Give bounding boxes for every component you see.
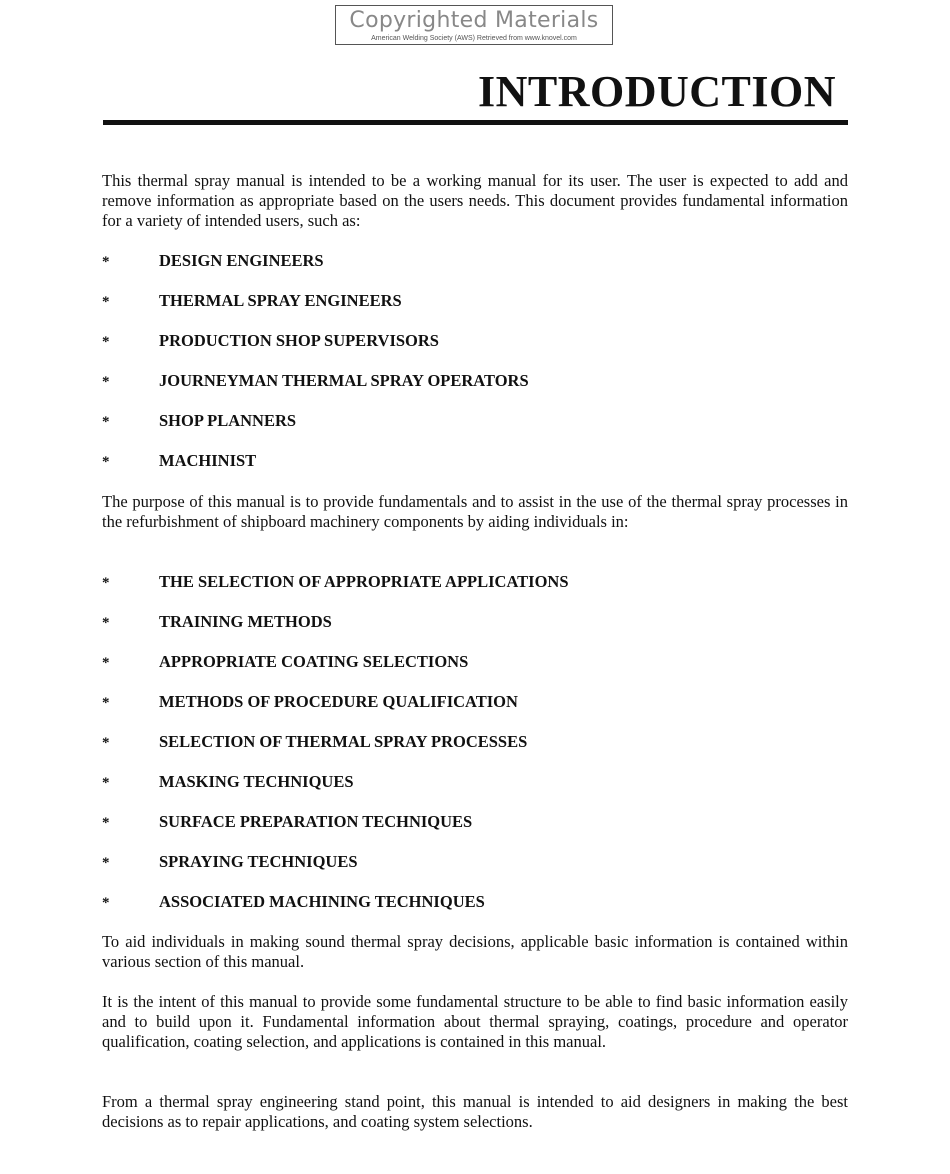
list-item <box>102 852 848 892</box>
bullet-star-icon: * <box>102 254 110 270</box>
bullet-star-icon: * <box>102 775 110 791</box>
bullet-star-icon: * <box>102 334 110 350</box>
list-item-text: PRODUCTION SHOP SUPERVISORS <box>159 331 439 350</box>
list-item-text: THERMAL SPRAY ENGINEERS <box>159 291 402 310</box>
bullet-star-icon: * <box>102 615 110 631</box>
list-item <box>102 692 848 732</box>
list-item <box>102 291 848 331</box>
list-item <box>102 251 848 291</box>
list-item <box>102 572 848 612</box>
list-item <box>102 772 848 812</box>
bullet-star-icon: * <box>102 414 110 430</box>
list-item <box>102 732 848 772</box>
list-item <box>102 451 848 491</box>
list-item-text: ASSOCIATED MACHINING TECHNIQUES <box>159 892 485 911</box>
list-item-text: MACHINIST <box>159 451 257 470</box>
bullet-star-icon: * <box>102 695 110 711</box>
list-item <box>102 612 848 652</box>
bullet-star-icon: * <box>102 855 110 871</box>
decisions-paragraph: To aid individuals in making sound thermal spray decisions, applicable basic information is contained within various section of this manual. <box>102 932 848 971</box>
intro-paragraph: This thermal spray manual is intended to be a working manual for its user. The user is expected to add and remove information as appropriate based on the users needs. This document provides fundamental information for a variety of intended users, such as: <box>102 171 848 230</box>
purposes-list <box>102 572 848 932</box>
intended-users-list <box>102 251 848 491</box>
bullet-star-icon: * <box>102 294 110 310</box>
bullet-star-icon: * <box>102 655 110 671</box>
watermark-title: Copyrighted Materials <box>349 8 599 33</box>
list-item-text: SURFACE PREPARATION TECHNIQUES <box>159 812 473 831</box>
list-item <box>102 892 848 932</box>
list-item-text: THE SELECTION OF APPROPRIATE APPLICATIONS <box>159 572 569 591</box>
list-item-text: SHOP PLANNERS <box>159 411 297 430</box>
list-item <box>102 812 848 852</box>
list-item-text: MASKING TECHNIQUES <box>159 772 354 791</box>
list-item-text: SPRAYING TECHNIQUES <box>159 852 358 871</box>
list-item <box>102 331 848 371</box>
watermark-subtitle: American Welding Society (AWS) Retrieved from www.knovel.com <box>371 35 577 42</box>
list-item-text: DESIGN ENGINEERS <box>159 251 324 270</box>
list-item-text: METHODS OF PROCEDURE QUALIFICATION <box>159 692 518 711</box>
intent-paragraph: It is the intent of this manual to provide some fundamental structure to be able to find basic information easily and to build upon it. Fundamental information about thermal spraying, coatings, procedure and operator qualification, coating selection, and applications is contained in this manual. <box>102 992 848 1051</box>
list-item-text: TRAINING METHODS <box>159 612 332 631</box>
bullet-star-icon: * <box>102 735 110 751</box>
list-item <box>102 371 848 411</box>
page-title: INTRODUCTION <box>477 67 836 116</box>
list-item-text: APPROPRIATE COATING SELECTIONS <box>159 652 469 671</box>
list-item <box>102 411 848 451</box>
bullet-star-icon: * <box>102 575 110 591</box>
bullet-star-icon: * <box>102 815 110 831</box>
list-item-text: JOURNEYMAN THERMAL SPRAY OPERATORS <box>159 371 529 390</box>
copyright-watermark <box>335 5 613 45</box>
bullet-star-icon: * <box>102 454 110 470</box>
title-divider <box>103 120 848 125</box>
list-item-text: SELECTION OF THERMAL SPRAY PROCESSES <box>159 732 528 751</box>
purpose-paragraph: The purpose of this manual is to provide fundamentals and to assist in the use of the thermal spray processes in the refurbishment of shipboard machinery components by aiding individuals in: <box>102 492 848 531</box>
list-item <box>102 652 848 692</box>
bullet-star-icon: * <box>102 895 110 911</box>
bullet-star-icon: * <box>102 374 110 390</box>
engineering-paragraph: From a thermal spray engineering stand point, this manual is intended to aid designers in making the best decisions as to repair applications, and coating system selections. <box>102 1092 848 1131</box>
